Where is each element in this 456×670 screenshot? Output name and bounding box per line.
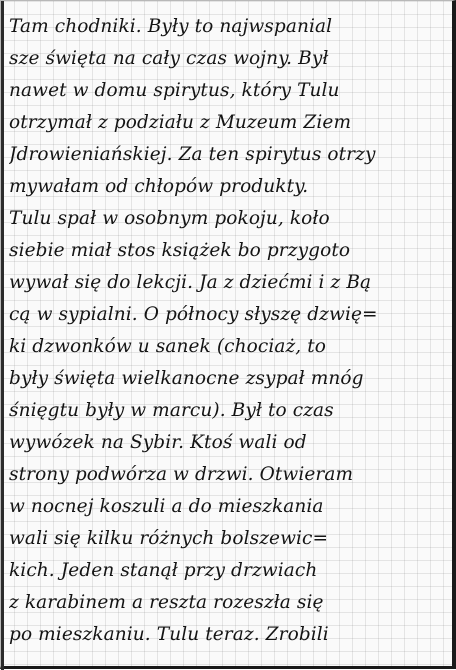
handwritten-line: Tulu spał w osobnym pokoju, koło (9, 208, 330, 229)
handwritten-line: otrzymał z podziału z Muzeum Ziem (9, 112, 352, 133)
handwritten-line: strony podwórza w drzwi. Otwieram (9, 464, 354, 485)
handwritten-line: w nocnej koszuli a do mieszkania (9, 496, 324, 517)
handwritten-line: po mieszkaniu. Tulu teraz. Zrobili (9, 624, 329, 645)
handwritten-line: ki dzwonków u sanek (chociaż, to (9, 336, 327, 357)
handwritten-line: wali się kilku różnych bolszewic= (9, 528, 329, 549)
handwritten-line: wywózek na Sybir. Ktoś wali od (9, 432, 307, 453)
handwritten-line: wywał się do lekcji. Ja z dziećmi i z Bą (9, 272, 372, 293)
handwritten-line: siebie miał stos książek bo przygoto (9, 240, 351, 261)
page-left-edge (1, 1, 4, 670)
handwritten-line: kich. Jeden stanął przy drzwiach (9, 560, 318, 581)
handwritten-line: cą w sypialni. O północy słyszę dzwię= (9, 304, 378, 325)
handwritten-line: były święta wielkanocne zsypał mnóg (9, 368, 364, 389)
handwritten-line: sze święta na cały czas wojny. Był (9, 48, 329, 69)
handwritten-line: z karabinem a reszta rozeszła się (9, 592, 324, 613)
handwritten-line: Jdrowieniańskiej. Za ten spirytus otrzy (9, 144, 376, 165)
handwritten-line: nawet w domu spirytus, który Tulu (9, 80, 340, 101)
handwritten-line: mywałam od chłopów produkty. (9, 176, 309, 197)
handwritten-line: śnięgtu były w marcu). Był to czas (9, 400, 334, 421)
handwritten-line: Tam chodniki. Były to najwspanial (9, 16, 333, 37)
